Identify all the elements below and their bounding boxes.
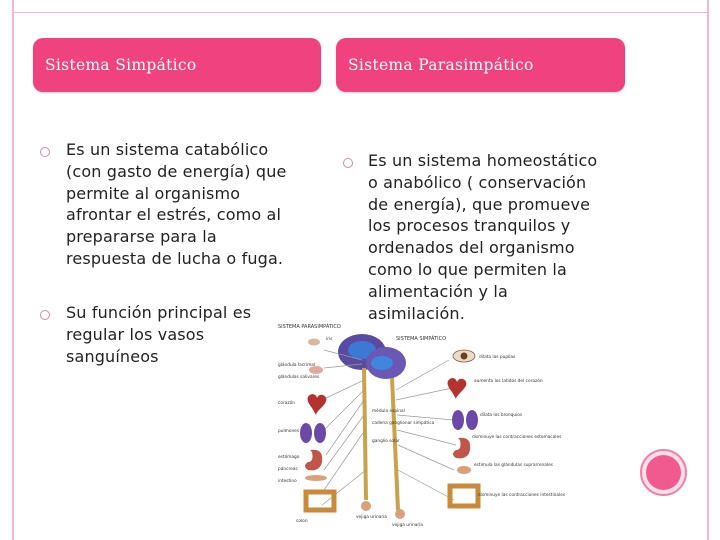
text-line: Es un sistema catabólico	[66, 140, 269, 159]
pancreas-icon	[305, 475, 327, 481]
spinal-cord	[392, 378, 398, 510]
left-header	[33, 38, 321, 92]
text-line: sanguíneos	[66, 346, 159, 366]
organ-label: estómago	[278, 455, 300, 460]
right-header	[336, 38, 625, 92]
heart-icon	[308, 394, 327, 415]
organ-label: dilata las pupilas	[479, 355, 516, 360]
organ-label: disminuye las contracciones estomacales	[472, 435, 562, 440]
organ-label: disminuye las contracciones intestinales	[478, 493, 566, 498]
diagram-title-sympathetic: SISTEMA SIMPÁTICO	[396, 336, 447, 342]
nervous-system-diagram	[274, 320, 566, 528]
eye-icon	[308, 339, 320, 346]
organ-label: vejiga urinaria	[392, 523, 423, 528]
slide-border-top	[12, 12, 709, 13]
intestine-icon	[306, 492, 334, 510]
text-line: asimilación.	[368, 303, 465, 323]
organ-label: médula espinal	[372, 409, 405, 414]
organ-label: glándula lacrimal	[278, 363, 316, 368]
heart-icon	[448, 378, 467, 399]
organ-label: vejiga urinaria	[356, 515, 387, 520]
bullet-icon	[343, 158, 353, 168]
eye-icon	[461, 353, 468, 360]
intestine-icon	[450, 486, 478, 506]
left-bullet-2	[66, 302, 251, 367]
text-line: alimentación y la	[368, 281, 508, 301]
text-line: Es un sistema homeostático	[368, 151, 598, 170]
text-line: o anabólico ( conservación	[368, 172, 587, 192]
text-line: ordenados del organismo	[368, 238, 575, 258]
text-line: los procesos tranquilos y	[368, 216, 571, 236]
gland-icon	[457, 466, 471, 474]
bullet-icon	[40, 147, 50, 157]
lungs-icon	[314, 423, 326, 443]
organ-label: intestino	[278, 479, 297, 484]
organ-label: glándulas salivares	[278, 375, 320, 380]
organ-label: colon	[296, 519, 308, 524]
stomach-icon	[453, 438, 470, 459]
right-header-title: Sistema Parasimpático	[348, 56, 534, 74]
bullet-icon	[40, 310, 50, 320]
organ-label: páncreas	[278, 467, 298, 472]
decorative-circle-inner	[646, 455, 681, 490]
stomach-icon	[305, 450, 322, 471]
text-line: permite al organismo	[66, 183, 241, 203]
brain-icon	[371, 356, 393, 370]
text-line: prepararse para la	[66, 227, 217, 247]
text-line: regular los vasos	[66, 324, 205, 344]
lungs-icon	[466, 410, 478, 430]
lungs-icon	[300, 423, 312, 443]
organ-label: pulmones	[278, 429, 300, 434]
bladder-icon	[395, 509, 405, 519]
right-bullet-1	[368, 150, 597, 324]
left-header-title: Sistema Simpático	[45, 56, 197, 74]
organ-label: estimula las glándulas suprarrenales	[474, 463, 553, 468]
organ-label: dilata los bronquios	[480, 413, 523, 418]
text-line: (con gasto de energía) que	[66, 161, 287, 181]
bladder-icon	[361, 501, 371, 511]
text-line: Su función principal es	[66, 303, 252, 322]
text-line: afrontar el estrés, como al	[66, 205, 282, 225]
text-line: respuesta de lucha o fuga.	[66, 248, 284, 268]
slide-border-left	[12, 0, 14, 540]
slide-border-right	[707, 0, 709, 540]
organ-label: corazón	[278, 401, 295, 406]
left-bullet-1	[66, 139, 287, 270]
text-line: como lo que permiten la	[368, 259, 567, 279]
organ-label: iris	[326, 337, 333, 342]
organ-label: aumenta los latidos del corazón	[474, 379, 543, 384]
spinal-cord	[364, 368, 366, 500]
diagram-title-parasympathetic: SISTEMA PARASIMPÁTICO	[278, 324, 341, 330]
text-line: de energía), que promueve	[368, 194, 591, 214]
organ-label: ganglio solar	[372, 439, 400, 444]
organ-label: cadena ganglionar simpática	[372, 421, 435, 426]
lungs-icon	[452, 410, 464, 430]
